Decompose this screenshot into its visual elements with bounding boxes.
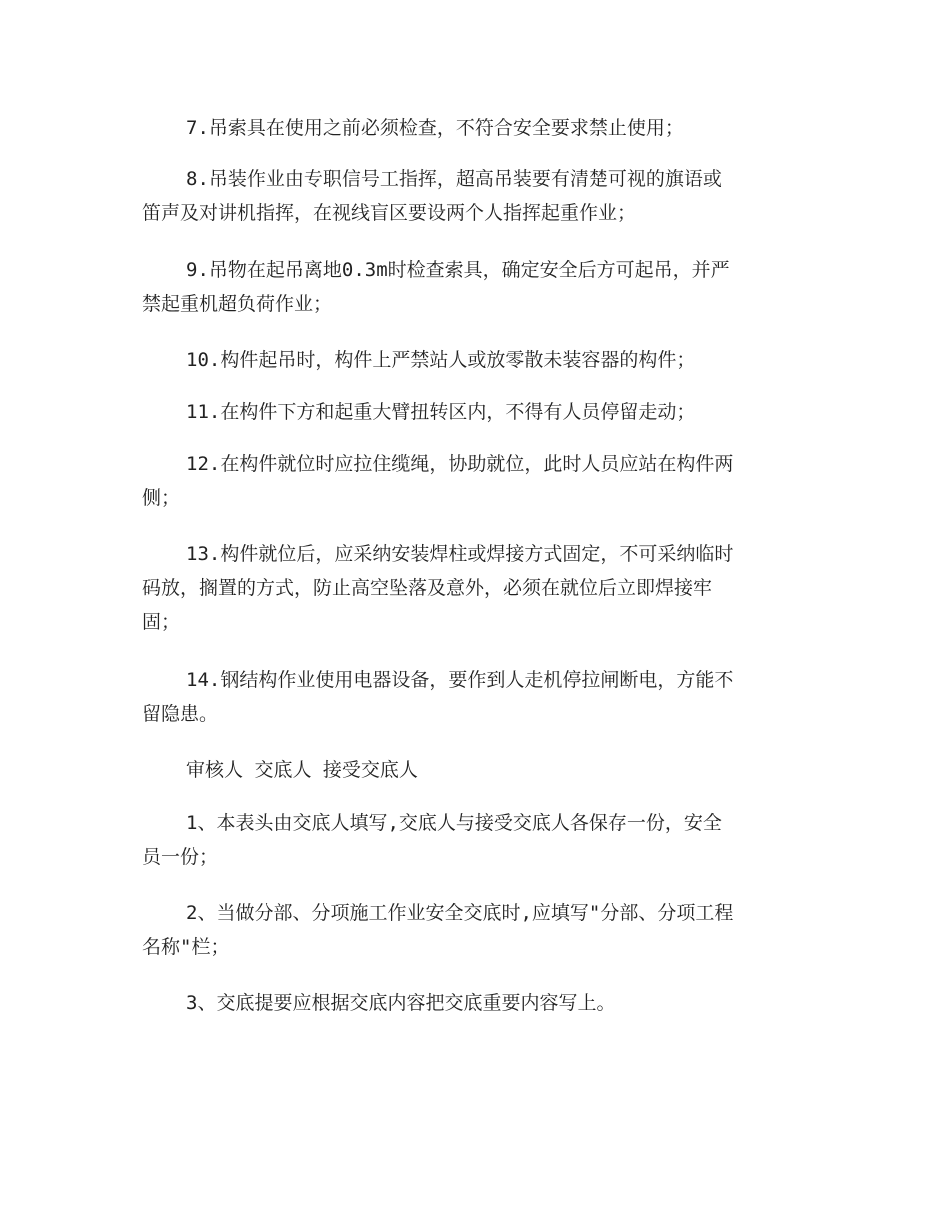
paragraph-item-10 [142, 343, 806, 377]
paragraph-item-11 [142, 395, 806, 429]
paragraph-line: 留隐患。 [142, 703, 219, 725]
note-item-3 [142, 986, 806, 1020]
paragraph-line: 1、本表头由交底人填写,交底人与接受交底人各保存一份，安全 [186, 812, 722, 834]
paragraph-item-9 [142, 253, 806, 321]
paragraph-line: 审核人 交底人 接受交底人 [186, 759, 418, 781]
note-item-1 [142, 806, 806, 874]
paragraph-line: 3、交底提要应根据交底内容把交底重要内容写上。 [186, 992, 616, 1014]
paragraph-item-12 [142, 447, 806, 515]
paragraph-line: 禁起重机超负荷作业； [142, 293, 333, 315]
signature-row [142, 753, 806, 787]
paragraph-line: 码放，搁置的方式，防止高空坠落及意外，必须在就位后立即焊接牢 [142, 577, 713, 599]
paragraph-line: 10.构件起吊时，构件上严禁站人或放零散未装容器的构件； [186, 349, 696, 371]
paragraph-line: 13.构件就位后，应采纳安装焊柱或焊接方式固定，不可采纳临时 [186, 543, 734, 565]
note-item-2 [142, 896, 806, 964]
paragraph-line: 12.在构件就位时应拉住缆绳，协助就位，此时人员应站在构件两 [186, 453, 734, 475]
paragraph-line: 固； [142, 611, 181, 633]
paragraph-item-13 [142, 537, 806, 639]
paragraph-line: 14.钢结构作业使用电器设备，要作到人走机停拉闸断电，方能不 [186, 669, 734, 691]
paragraph-line: 8.吊装作业由专职信号工指挥，超高吊装要有清楚可视的旗语或 [186, 168, 722, 190]
paragraph-line: 名称"栏； [142, 936, 230, 958]
paragraph-line: 2、当做分部、分项施工作业安全交底时,应填写"分部、分项工程 [186, 902, 734, 924]
paragraph-line: 员一份； [142, 846, 219, 868]
paragraph-line: 11.在构件下方和起重大臂扭转区内，不得有人员停留走动； [186, 401, 696, 423]
paragraph-line: 9.吊物在起吊离地0.3m时检查索具，确定安全后方可起吊，并严 [186, 259, 730, 281]
paragraph-item-8 [142, 162, 806, 230]
paragraph-line: 侧； [142, 487, 181, 509]
paragraph-line: 笛声及对讲机指挥，在视线盲区要设两个人指挥起重作业； [142, 202, 637, 224]
paragraph-item-14 [142, 663, 806, 731]
paragraph-line: 7.吊索具在使用之前必须检查，不符合安全要求禁止使用； [186, 117, 684, 139]
paragraph-item-7 [142, 111, 806, 145]
